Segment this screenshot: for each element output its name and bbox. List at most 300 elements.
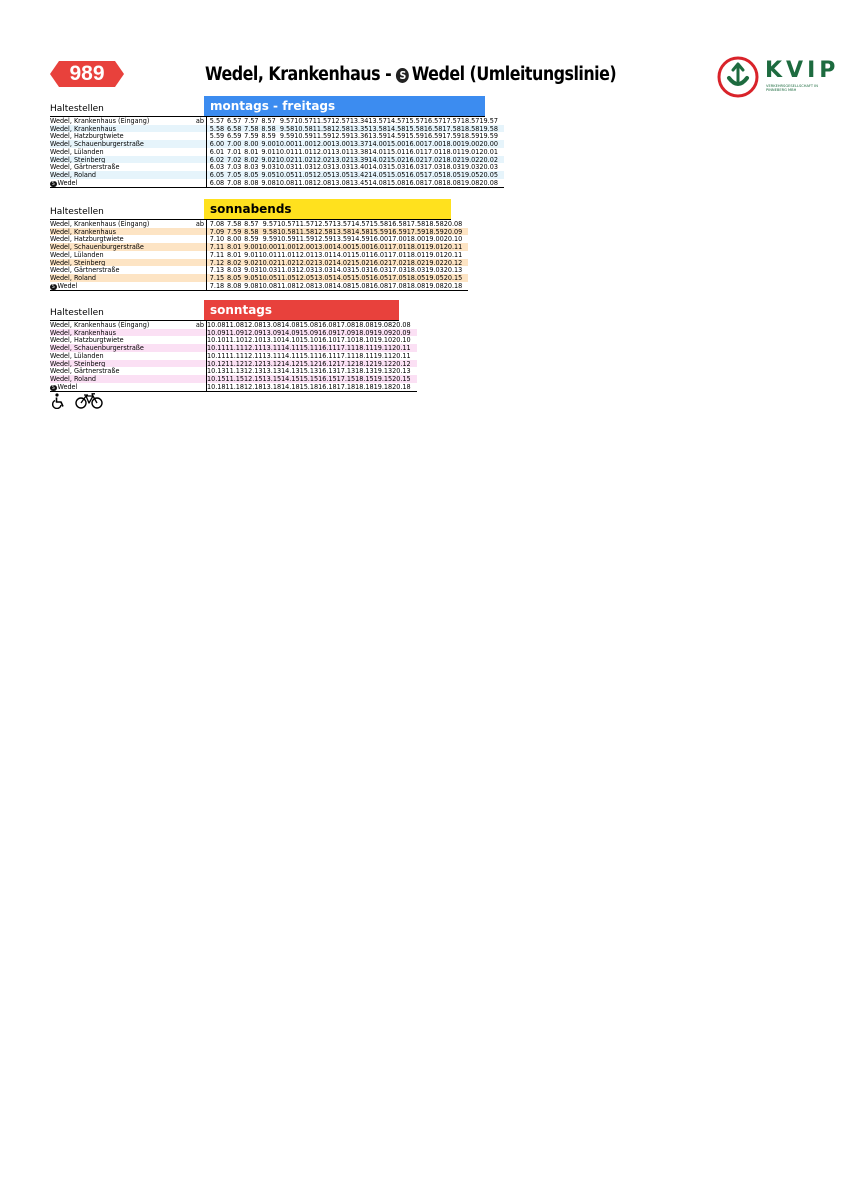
departure-time: 13.01 (331, 146, 350, 156)
departure-time: 15.58 (369, 219, 389, 228)
departure-time: 12.02 (295, 257, 315, 267)
departure-time: 9.00 (259, 140, 276, 148)
stop-name-text: Wedel, Krankenhaus (Eingang) (50, 321, 150, 329)
departure-time: 8.58 (241, 228, 258, 236)
departure-time: 19.10 (373, 335, 393, 345)
stop-name (50, 344, 187, 352)
row-padding (462, 243, 468, 251)
departure-time: 17.11 (336, 343, 356, 353)
departure-time: 8.58 (259, 125, 276, 133)
departure-time: 14.11 (281, 343, 300, 353)
departure-time: 8.59 (259, 132, 276, 140)
departure-time: 10.11 (207, 343, 226, 353)
row-padding (498, 132, 504, 140)
departure-time: 18.01 (406, 249, 426, 259)
title-to: Wedel (Umleitungslinie) (411, 64, 617, 85)
stop-name (50, 156, 187, 164)
departure-time: 20.08 (479, 178, 498, 188)
row-padding (498, 171, 504, 179)
departure-time: 16.08 (318, 320, 337, 329)
departure-time: 18.08 (406, 281, 426, 291)
departure-time: 9.02 (241, 259, 258, 267)
departure-time: 15.12 (299, 358, 319, 368)
departure-time: 7.57 (241, 117, 258, 125)
departure-time: 15.58 (405, 123, 424, 133)
departure-time: 10.08 (258, 281, 278, 291)
departure-time: 18.57 (460, 116, 480, 125)
departure-time: 9.59 (259, 235, 278, 243)
departure-time: 16.05 (405, 169, 424, 179)
departure-time: 14.59 (351, 234, 370, 244)
departure-marker (187, 375, 207, 383)
stop-name-text: Wedel, Roland (50, 170, 97, 179)
departure-time: 12.03 (312, 162, 332, 172)
departure-time: 17.00 (423, 139, 443, 149)
departure-time: 15.02 (351, 257, 370, 267)
departure-time: 7.12 (207, 259, 225, 267)
stop-name (50, 117, 187, 125)
stop-name-text: Wedel, Schauenburgerstraße (50, 344, 144, 352)
departure-time: 13.00 (314, 242, 333, 252)
row-padding (462, 228, 468, 236)
title-separator: - (385, 64, 392, 85)
departure-time: 10.09 (207, 327, 226, 337)
departure-time: 11.59 (312, 131, 332, 141)
departure-time: 11.00 (294, 139, 313, 149)
departure-time: 12.05 (312, 169, 332, 179)
stop-name-text: Wedel, Schauenburgerstraße (50, 140, 144, 148)
departure-time: 20.10 (392, 335, 411, 345)
departure-time: 14.12 (281, 358, 300, 368)
departure-time: 11.12 (225, 358, 245, 368)
departure-time: 13.58 (368, 123, 387, 133)
departure-time: 18.03 (406, 265, 426, 275)
departure-marker (187, 132, 207, 140)
departure-time: 15.01 (386, 146, 406, 156)
departure-time: 14.57 (351, 219, 370, 228)
departure-time: 12.01 (295, 249, 315, 259)
departure-time: 11.03 (294, 162, 313, 172)
stop-name (50, 367, 187, 375)
departure-time: 15.15 (299, 373, 319, 383)
departure-time: 20.13 (443, 265, 463, 275)
departure-time: 14.18 (281, 382, 300, 392)
departure-time: 16.08 (405, 178, 424, 188)
departure-marker (187, 344, 207, 352)
departure-marker (187, 235, 207, 243)
row-padding (462, 266, 468, 274)
departure-time: 20.12 (392, 358, 411, 368)
stop-name (50, 228, 187, 236)
departure-time: 12.02 (312, 154, 332, 164)
departure-time: 16.02 (405, 154, 424, 164)
departure-marker (187, 360, 207, 368)
departure-time: 16.03 (405, 162, 424, 172)
departure-time: 6.05 (207, 171, 225, 179)
departure-time: 13.00 (331, 139, 350, 149)
stop-name (50, 274, 187, 282)
section-header (50, 300, 399, 320)
departure-time: 11.03 (277, 265, 296, 275)
stop-name (50, 360, 187, 368)
departure-time: 6.58 (224, 125, 241, 133)
departure-time: 11.18 (225, 382, 245, 392)
stop-name (50, 235, 187, 243)
departure-time: 19.05 (425, 272, 444, 282)
departure-time: 12.15 (244, 373, 263, 383)
departure-time: 14.05 (332, 272, 352, 282)
row-padding (411, 375, 417, 383)
stop-name (50, 140, 187, 148)
departure-time: 17.59 (442, 131, 461, 141)
departure-time: 16.58 (423, 123, 443, 133)
departure-time: 20.05 (479, 169, 498, 179)
departure-marker (187, 336, 207, 344)
departure-time: 14.08 (368, 178, 387, 188)
departure-time: 10.11 (207, 350, 226, 360)
departure-time: 20.18 (443, 281, 463, 291)
stop-name (50, 383, 187, 392)
departure-time: 10.05 (275, 169, 295, 179)
departure-time: 18.05 (406, 272, 426, 282)
stop-name-text: Wedel, Krankenhaus (Eingang) (50, 117, 150, 125)
departure-time: 20.13 (392, 366, 411, 376)
departure-time: 17.09 (336, 327, 356, 337)
departure-time: 20.03 (479, 162, 498, 172)
departure-time: 20.11 (443, 249, 463, 259)
departure-time: 13.39 (349, 154, 369, 164)
departure-time: 13.45 (349, 178, 369, 188)
departure-marker (187, 367, 207, 375)
stop-name-text: Wedel (57, 178, 78, 187)
departure-time: 13.42 (349, 169, 369, 179)
departure-time: 15.05 (386, 169, 406, 179)
departure-time: 7.08 (207, 220, 225, 228)
departure-time: 19.02 (425, 257, 444, 267)
departure-time: 14.08 (281, 320, 300, 329)
departure-time: 19.00 (425, 234, 444, 244)
stops-header: Haltestellen (50, 104, 104, 114)
stop-name (50, 179, 187, 188)
stops-header: Haltestellen (50, 207, 104, 217)
departure-time: 11.02 (294, 154, 313, 164)
departure-time: 20.01 (479, 146, 498, 156)
day-label-saturday: sonnabends (204, 199, 451, 219)
departure-time: 18.01 (406, 242, 426, 252)
departure-time: 12.11 (244, 350, 263, 360)
departure-time: 13.09 (262, 327, 282, 337)
departure-time: 13.08 (314, 281, 333, 291)
departure-time: 17.03 (388, 265, 407, 275)
departure-time: 9.03 (259, 163, 276, 171)
stop-name-text: Wedel, Schauenburgerstraße (50, 243, 144, 251)
departure-time: 19.57 (479, 116, 498, 125)
departure-time: 14.58 (386, 123, 406, 133)
departure-time: 15.57 (405, 116, 424, 125)
departure-time: 20.09 (443, 226, 463, 236)
departure-time: 7.08 (224, 179, 241, 188)
departure-time: 10.00 (275, 139, 295, 149)
departure-time: 18.01 (442, 146, 461, 156)
departure-time: 19.01 (425, 242, 444, 252)
departure-time: 13.05 (314, 272, 333, 282)
timetable-sunday (50, 321, 417, 392)
departure-time: 7.11 (207, 251, 225, 259)
departure-time: 14.10 (281, 335, 300, 345)
stop-name-text: Wedel, Hatzburgtwiete (50, 235, 124, 244)
departure-time: 11.58 (295, 226, 315, 236)
departure-time: 13.03 (314, 265, 333, 275)
departure-time: 11.09 (225, 327, 245, 337)
departure-marker (187, 171, 207, 179)
departure-time: 11.11 (225, 343, 245, 353)
stop-name-text: Wedel (57, 382, 78, 391)
stop-name (50, 220, 187, 228)
departure-time: 15.08 (351, 281, 370, 291)
departure-time: 14.02 (332, 257, 352, 267)
departure-time: 16.03 (369, 265, 389, 275)
departure-marker (187, 140, 207, 148)
row-padding (462, 282, 468, 291)
stop-name-text: Wedel, Roland (50, 273, 97, 282)
departure-time: 6.59 (224, 132, 241, 140)
section-weekdays (50, 96, 504, 188)
departure-time: 18.11 (355, 350, 374, 360)
stop-name-text: Wedel, Lülanden (50, 250, 104, 259)
departure-time: 13.11 (262, 343, 282, 353)
departure-time: 19.59 (479, 131, 498, 141)
departure-time: 18.59 (460, 131, 480, 141)
sbahn-icon: S (51, 283, 55, 290)
stop-name-text: Wedel, Steinberg (50, 359, 106, 368)
departure-time: 8.02 (241, 156, 258, 164)
departure-time: 13.10 (262, 335, 282, 345)
departure-time: 18.59 (425, 226, 444, 236)
stop-name-text: Wedel, Gärtnerstraße (50, 163, 120, 171)
departure-time: 19.03 (425, 265, 444, 275)
departure-time: 7.59 (224, 228, 241, 236)
departure-marker: ab (187, 117, 207, 125)
departure-marker (187, 383, 207, 392)
route-number-badge (50, 61, 124, 87)
departure-time: 11.57 (312, 116, 332, 125)
stop-name-text: Wedel, Krankenhaus (50, 227, 116, 236)
departure-time: 14.58 (351, 226, 370, 236)
section-saturday (50, 199, 468, 291)
departure-marker (187, 352, 207, 360)
departure-time: 14.02 (368, 154, 387, 164)
departure-time: 15.59 (369, 226, 389, 236)
departure-time: 16.01 (369, 242, 389, 252)
departure-time: 12.09 (244, 327, 263, 337)
stop-name (50, 251, 187, 259)
departure-marker (187, 228, 207, 236)
departure-time: 11.59 (295, 234, 315, 244)
departure-time: 7.00 (224, 140, 241, 148)
departure-time: 7.10 (207, 235, 225, 243)
departure-time: 19.08 (425, 281, 444, 291)
departure-time: 13.13 (262, 366, 282, 376)
departure-time: 15.02 (386, 154, 406, 164)
departure-time: 12.13 (244, 366, 263, 376)
departure-time: 14.00 (332, 242, 352, 252)
departure-marker (187, 156, 207, 164)
departure-time: 16.10 (318, 335, 337, 345)
departure-time: 7.09 (207, 228, 225, 236)
departure-time: 14.15 (281, 373, 300, 383)
departure-time: 13.15 (262, 373, 282, 383)
stop-name-text: Wedel, Krankenhaus (50, 124, 116, 133)
row-padding (411, 360, 417, 368)
departure-time: 10.03 (275, 162, 295, 172)
departure-time: 20.11 (392, 350, 411, 360)
departure-marker (187, 266, 207, 274)
departure-time: 6.00 (207, 140, 225, 148)
departure-time: 12.59 (331, 131, 350, 141)
departure-time: 14.13 (281, 366, 300, 376)
departure-time: 8.05 (241, 171, 258, 179)
departure-time: 7.18 (207, 282, 225, 291)
departure-time: 15.11 (299, 350, 319, 360)
departure-marker: ab (187, 321, 207, 329)
departure-time: 8.01 (241, 148, 258, 156)
departure-time: 19.09 (373, 327, 393, 337)
departure-time: 6.01 (207, 148, 225, 156)
departure-time: 17.58 (442, 123, 461, 133)
departure-time: 14.09 (281, 327, 300, 337)
departure-time: 12.08 (244, 320, 263, 329)
departure-time: 18.08 (442, 178, 461, 188)
departure-time: 10.18 (207, 382, 226, 392)
departure-time: 17.13 (336, 366, 356, 376)
stop-name (50, 352, 187, 360)
departure-time: 14.08 (332, 281, 352, 291)
departure-time: 16.13 (318, 366, 337, 376)
table-row (50, 282, 468, 291)
departure-time: 15.03 (351, 265, 370, 275)
departure-time: 7.02 (224, 156, 241, 164)
row-padding (411, 383, 417, 392)
logo-text: KVIP (765, 58, 840, 83)
departure-time: 19.01 (460, 146, 480, 156)
row-padding (462, 220, 468, 228)
departure-time: 12.10 (244, 335, 263, 345)
departure-time: 12.58 (314, 226, 333, 236)
stop-name-text: Wedel, Steinberg (50, 155, 106, 164)
page-title (205, 64, 616, 85)
departure-time: 18.13 (355, 366, 374, 376)
departure-time: 15.59 (405, 131, 424, 141)
departure-marker (187, 274, 207, 282)
departure-time: 9.57 (259, 220, 278, 228)
departure-time: 16.15 (318, 373, 337, 383)
day-label-sunday: sonntags (204, 300, 399, 320)
wheelchair-icon (51, 393, 67, 409)
departure-time: 9.58 (259, 228, 278, 236)
departure-time: 16.12 (318, 358, 337, 368)
departure-time: 12.05 (295, 272, 315, 282)
departure-time: 8.57 (241, 220, 258, 228)
departure-time: 10.02 (258, 257, 278, 267)
bicycle-icon (74, 393, 104, 409)
departure-time: 13.37 (349, 139, 369, 149)
stop-name (50, 321, 187, 329)
departure-time: 11.01 (277, 249, 296, 259)
table-row (50, 179, 504, 188)
departure-time: 18.18 (355, 382, 374, 392)
stop-name (50, 148, 187, 156)
departure-time: 11.57 (295, 219, 315, 228)
departure-time: 8.03 (241, 163, 258, 171)
row-padding (462, 274, 468, 282)
departure-time: 10.13 (207, 366, 226, 376)
departure-time: 11.05 (294, 169, 313, 179)
departure-marker (187, 148, 207, 156)
departure-time: 8.08 (224, 282, 241, 291)
timetable-weekdays (50, 117, 504, 188)
departure-marker: ab (187, 220, 207, 228)
departure-time: 19.18 (373, 382, 393, 392)
departure-time: 15.00 (351, 242, 370, 252)
departure-time: 7.58 (224, 220, 241, 228)
departure-time: 7.11 (207, 243, 225, 251)
departure-time: 17.05 (423, 169, 443, 179)
departure-time: 10.08 (207, 320, 226, 329)
departure-time: 10.08 (275, 178, 295, 188)
departure-time: 9.05 (241, 274, 258, 282)
departure-time: 10.02 (275, 154, 295, 164)
departure-time: 17.02 (423, 154, 443, 164)
departure-time: 20.08 (443, 219, 463, 228)
departure-time: 13.59 (332, 234, 352, 244)
departure-time: 11.13 (225, 366, 245, 376)
departure-time: 8.01 (224, 251, 241, 259)
stop-name (50, 243, 187, 251)
departure-time: 11.02 (277, 257, 296, 267)
departure-time: 12.59 (314, 234, 333, 244)
stop-name-text: Wedel, Lülanden (50, 351, 104, 360)
departure-time: 16.09 (318, 327, 337, 337)
departure-time: 10.03 (258, 265, 278, 275)
departure-time: 18.12 (355, 358, 374, 368)
departure-time: 9.02 (259, 156, 276, 164)
departure-time: 20.12 (443, 257, 463, 267)
stop-name (50, 282, 187, 291)
departure-time: 17.05 (388, 272, 407, 282)
departure-time: 17.08 (423, 178, 443, 188)
departure-time: 14.03 (332, 265, 352, 275)
departure-time: 10.57 (294, 116, 313, 125)
departure-time: 11.08 (277, 281, 296, 291)
departure-marker (187, 251, 207, 259)
departure-time: 17.08 (388, 281, 407, 291)
departure-time: 7.58 (241, 125, 258, 133)
departure-time: 19.15 (373, 373, 393, 383)
departure-time: 11.11 (225, 350, 245, 360)
departure-time: 10.10 (207, 335, 226, 345)
departure-time: 16.01 (369, 249, 389, 259)
departure-time: 14.01 (332, 249, 352, 259)
title-from: Wedel, Krankenhaus (205, 64, 381, 85)
section-header (50, 96, 485, 116)
departure-time: 13.34 (349, 116, 369, 125)
departure-time: 8.59 (241, 235, 258, 243)
departure-time: 6.57 (224, 117, 241, 125)
departure-time: 7.15 (207, 274, 225, 282)
departure-time: 15.11 (299, 343, 319, 353)
row-padding (411, 352, 417, 360)
departure-time: 8.00 (224, 235, 241, 243)
